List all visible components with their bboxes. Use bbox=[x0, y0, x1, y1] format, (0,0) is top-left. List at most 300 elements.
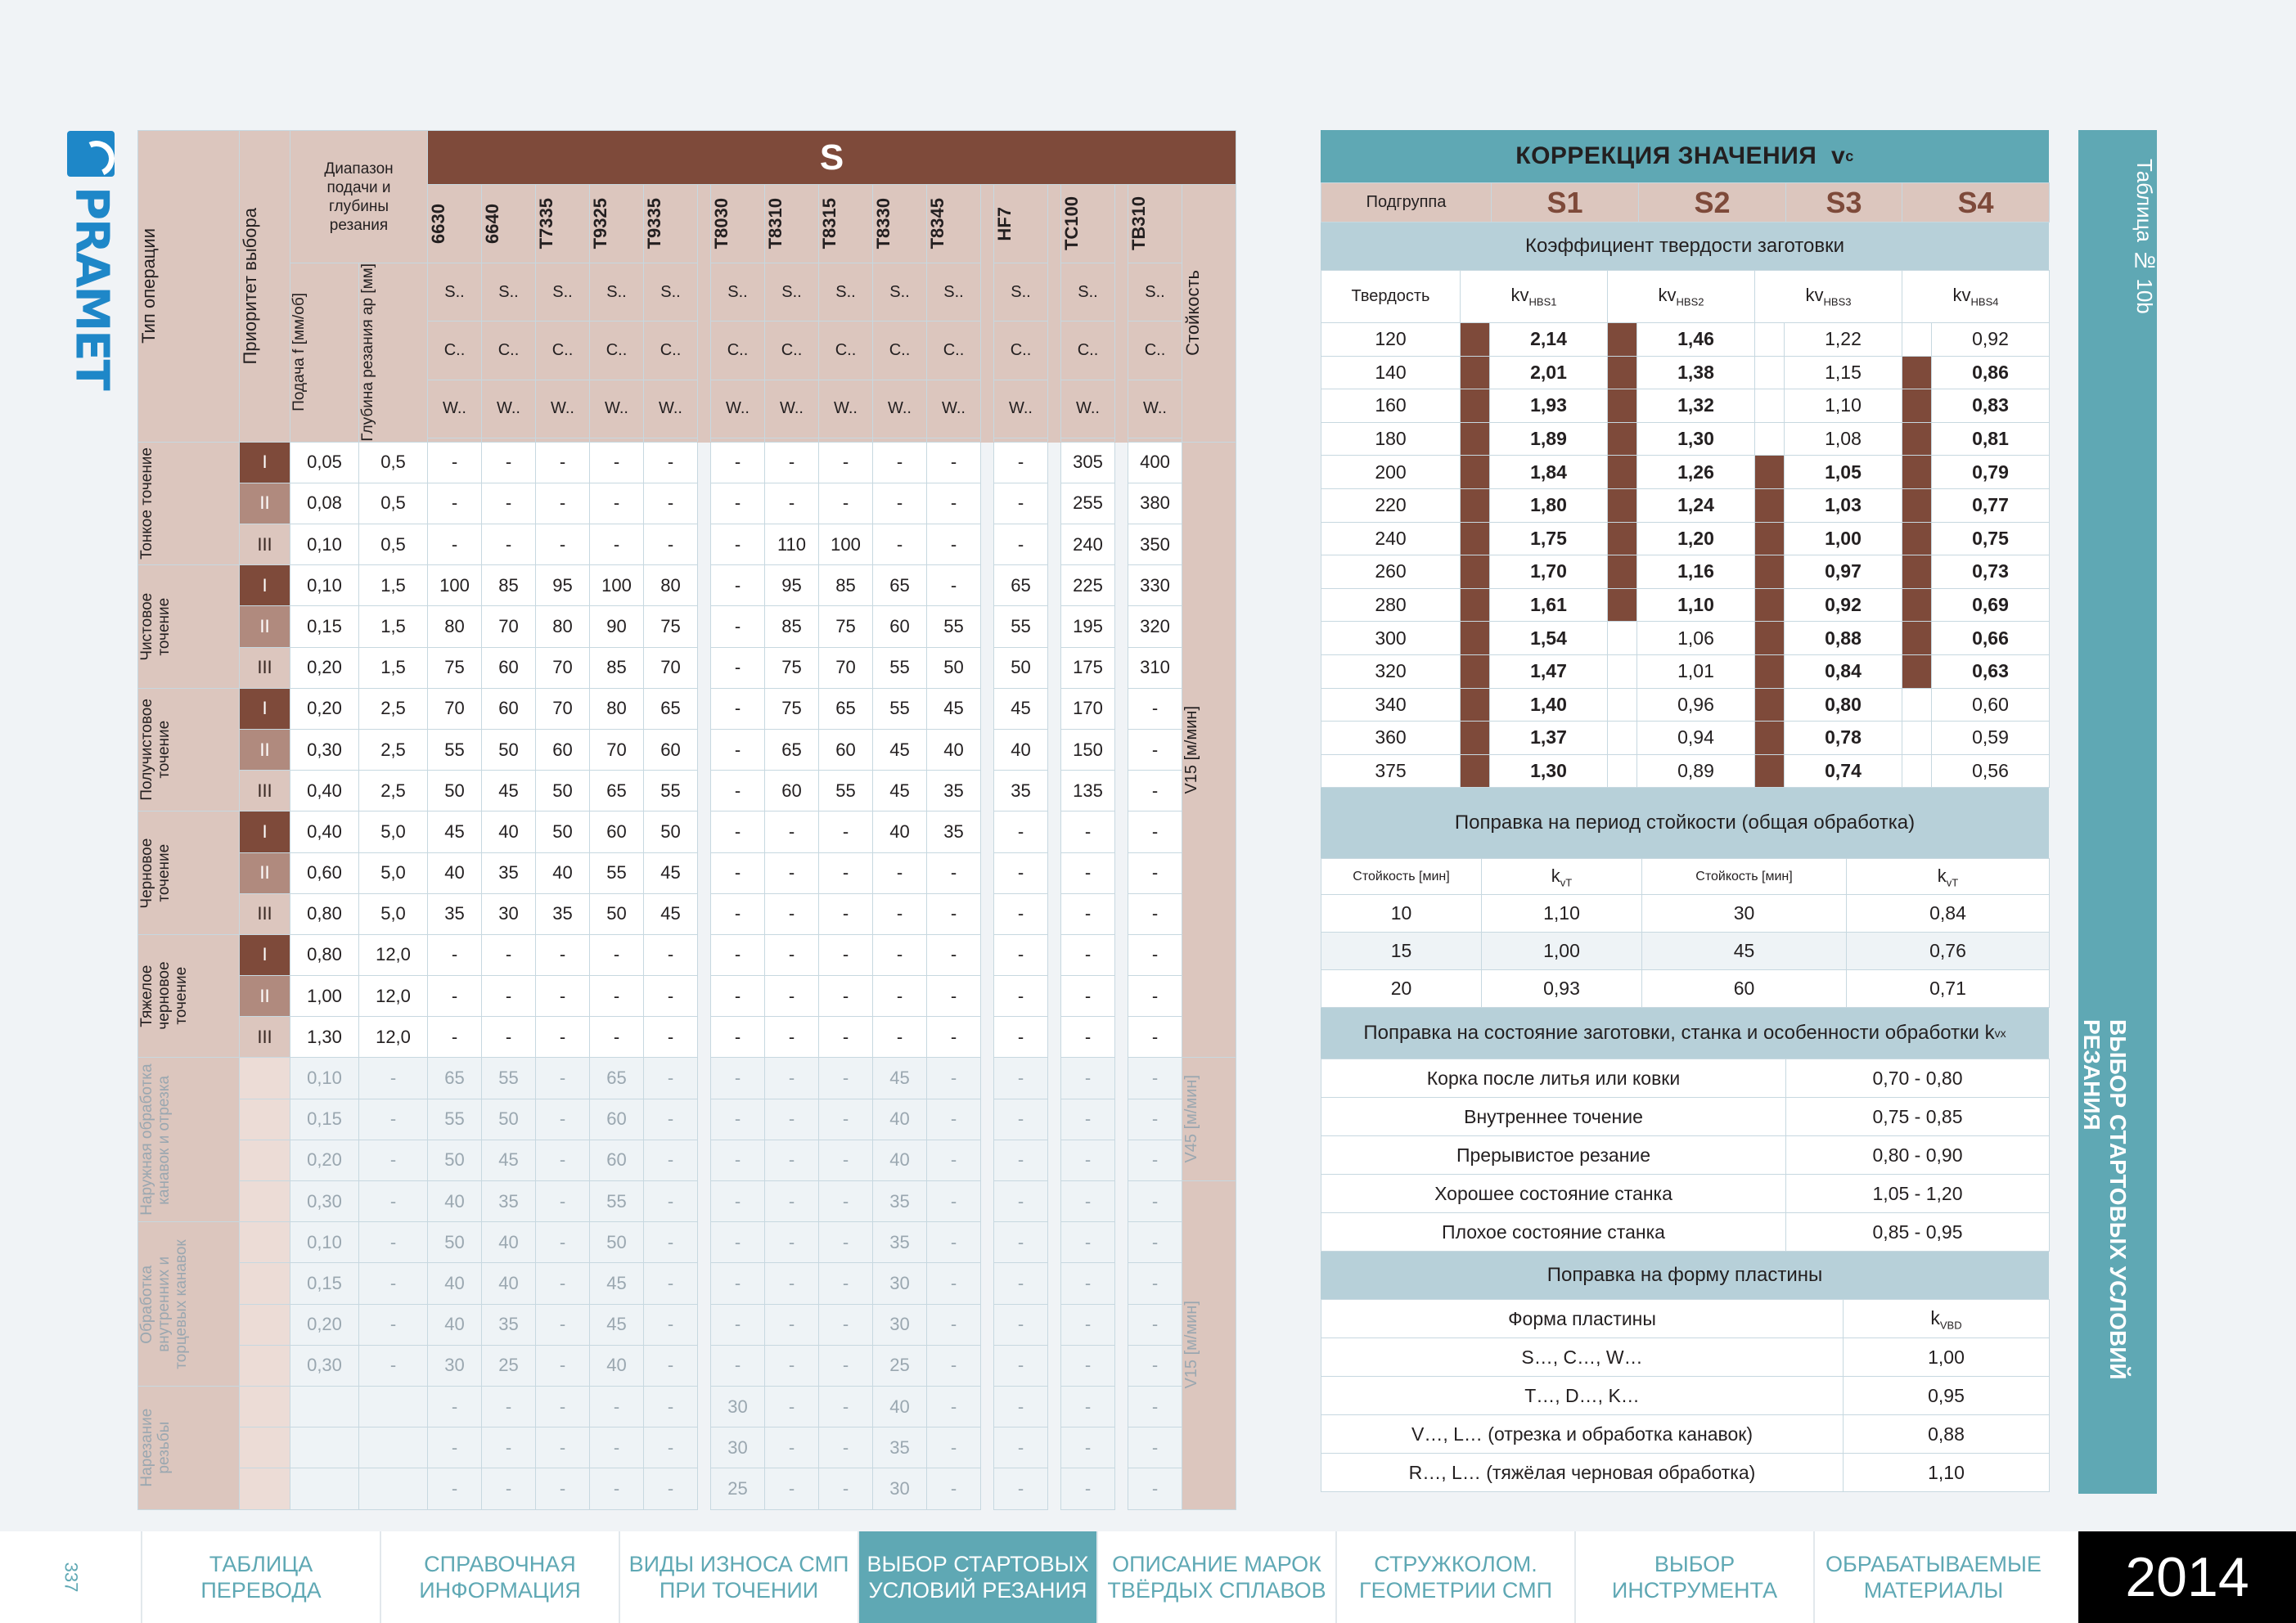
hardness-row bbox=[1321, 754, 2050, 788]
speed-cell: 80 bbox=[590, 688, 644, 729]
grade-gap bbox=[1115, 1345, 1128, 1386]
kv-value: 1,61 bbox=[1490, 588, 1608, 622]
op-type-cell bbox=[138, 812, 240, 935]
applicability-bar bbox=[1755, 522, 1785, 555]
grade-gap bbox=[1048, 647, 1061, 688]
feed-cell bbox=[290, 1427, 359, 1468]
speed-cell: - bbox=[711, 1181, 765, 1222]
life-k-main: k bbox=[1551, 865, 1560, 886]
speed-cell: 45 bbox=[644, 852, 698, 893]
speed-cell: - bbox=[536, 1099, 590, 1140]
speed-cell: 170 bbox=[1061, 688, 1115, 729]
grade-name: T9325 bbox=[590, 198, 610, 250]
speed-cell: 60 bbox=[644, 729, 698, 770]
speed-cell: - bbox=[927, 1181, 981, 1222]
shape-cell: S.. bbox=[873, 263, 927, 321]
speed-cell: - bbox=[994, 483, 1048, 524]
priority-cell bbox=[240, 1099, 290, 1140]
hardness-value: 375 bbox=[1321, 754, 1461, 788]
grade-gap bbox=[1115, 893, 1128, 934]
speed-cell: - bbox=[927, 1222, 981, 1263]
applicability-bar bbox=[1461, 522, 1490, 555]
grade-name: 6640 bbox=[482, 204, 502, 244]
speed-cell: - bbox=[994, 976, 1048, 1017]
speed-cell: 55 bbox=[994, 606, 1048, 647]
form-name: V…, L… (отрезка и обработка канавок) bbox=[1321, 1415, 1844, 1454]
grade-gap bbox=[698, 1140, 711, 1180]
grade-gap bbox=[698, 606, 711, 647]
nav-item[interactable]: СПРАВОЧНАЯ ИНФОРМАЦИЯ bbox=[380, 1531, 619, 1623]
table-row bbox=[138, 812, 1236, 852]
applicability-bar bbox=[1461, 688, 1490, 722]
speed-unit-label: V45 [м/мин] bbox=[1182, 1075, 1200, 1163]
speed-cell: 30 bbox=[873, 1263, 927, 1304]
hardness-value: 320 bbox=[1321, 654, 1461, 688]
speed-cell: - bbox=[590, 976, 644, 1017]
speed-cell: - bbox=[1061, 1140, 1115, 1180]
grade-gap bbox=[1115, 1468, 1128, 1509]
priority-cell bbox=[240, 1386, 290, 1427]
speed-cell: - bbox=[428, 1427, 482, 1468]
speed-cell: 40 bbox=[428, 1181, 482, 1222]
speed-cell: 45 bbox=[482, 1140, 536, 1180]
shape-cell: C.. bbox=[819, 321, 873, 380]
condition-value: 1,05 - 1,20 bbox=[1786, 1175, 2050, 1213]
speed-cell: 85 bbox=[482, 565, 536, 606]
grade-name: TB310 bbox=[1128, 196, 1149, 251]
priority-cell: III bbox=[240, 647, 290, 688]
speed-unit-label: V15 [м/мин] bbox=[1182, 705, 1200, 794]
speed-cell: - bbox=[1061, 1181, 1115, 1222]
feed-header-text: Подача f [мм/об] bbox=[290, 293, 308, 412]
depth-cell: 1,5 bbox=[359, 606, 428, 647]
speed-cell: - bbox=[994, 852, 1048, 893]
hardness-row bbox=[1321, 688, 2050, 722]
hardness-value: 360 bbox=[1321, 722, 1461, 755]
feed-cell: 0,10 bbox=[290, 524, 359, 565]
group-s-header: S bbox=[428, 131, 1236, 185]
speed-cell: 70 bbox=[644, 647, 698, 688]
form-name: S…, C…, W… bbox=[1321, 1338, 1844, 1377]
priority-cell: I bbox=[240, 442, 290, 483]
grade-gap bbox=[698, 729, 711, 770]
form-table bbox=[1321, 1299, 2050, 1492]
grade-gap bbox=[981, 1263, 994, 1304]
grade-gap bbox=[981, 1222, 994, 1263]
speed-cell: - bbox=[1128, 729, 1182, 770]
life-time-header: Стойкость [мин] bbox=[1321, 859, 1482, 895]
applicability-bar bbox=[1608, 555, 1637, 589]
speed-cell: 40 bbox=[428, 1263, 482, 1304]
priority-cell bbox=[240, 1263, 290, 1304]
depth-cell: - bbox=[359, 1222, 428, 1263]
kv-value: 1,32 bbox=[1637, 389, 1755, 423]
speed-cell: - bbox=[927, 1427, 981, 1468]
speed-cell: 60 bbox=[536, 729, 590, 770]
grade-gap bbox=[981, 1304, 994, 1345]
applicability-bar bbox=[1902, 654, 1932, 688]
speed-cell: 55 bbox=[873, 688, 927, 729]
speed-cell: 95 bbox=[536, 565, 590, 606]
grade-gap bbox=[698, 1017, 711, 1058]
hardness-value: 280 bbox=[1321, 588, 1461, 622]
nav-item[interactable]: ВЫБОР ИНСТРУМЕНТА bbox=[1574, 1531, 1813, 1623]
page-number bbox=[0, 1531, 141, 1623]
kv-value: 1,46 bbox=[1637, 323, 1755, 357]
nav-item[interactable]: ОПИСАНИЕ МАРОК ТВЁРДЫХ СПЛАВОВ bbox=[1096, 1531, 1335, 1623]
kv-value: 1,37 bbox=[1490, 722, 1608, 755]
speed-cell: - bbox=[819, 442, 873, 483]
speed-cell: - bbox=[1128, 1181, 1182, 1222]
speed-cell: 35 bbox=[482, 1304, 536, 1345]
kv-header-main: kv bbox=[1510, 285, 1529, 306]
applicability-bar bbox=[1902, 754, 1932, 788]
speed-cell: 225 bbox=[1061, 565, 1115, 606]
speed-cell: 240 bbox=[1061, 524, 1115, 565]
speed-cell: - bbox=[536, 976, 590, 1017]
form-row bbox=[1321, 1415, 2050, 1454]
feed-cell bbox=[290, 1386, 359, 1427]
life-row bbox=[1321, 933, 2050, 970]
kv-value: 0,94 bbox=[1637, 722, 1755, 755]
speed-cell: - bbox=[765, 1345, 819, 1386]
speed-cell: 35 bbox=[536, 893, 590, 934]
speed-cell: 50 bbox=[536, 771, 590, 812]
speed-cell: - bbox=[644, 1058, 698, 1099]
priority-cell: III bbox=[240, 893, 290, 934]
grade-gap bbox=[981, 185, 994, 443]
speed-cell: 100 bbox=[590, 565, 644, 606]
speed-cell: - bbox=[994, 1263, 1048, 1304]
grade-gap bbox=[1048, 483, 1061, 524]
op-type-name: Тонкое точение bbox=[138, 447, 155, 560]
life-table bbox=[1321, 858, 2050, 1008]
feed-cell: 0,20 bbox=[290, 1304, 359, 1345]
condition-band bbox=[1321, 1008, 2049, 1059]
speed-cell: 50 bbox=[994, 647, 1048, 688]
grade-gap bbox=[698, 483, 711, 524]
speed-cell: - bbox=[994, 1345, 1048, 1386]
grade-gap bbox=[698, 1304, 711, 1345]
speed-cell: 75 bbox=[819, 606, 873, 647]
speed-cell: 30 bbox=[873, 1468, 927, 1509]
speed-cell: - bbox=[711, 1099, 765, 1140]
op-type-name: Чистовое точение bbox=[138, 592, 173, 661]
speed-cell: 80 bbox=[536, 606, 590, 647]
speed-cell: 45 bbox=[927, 688, 981, 729]
nav-item[interactable]: ВИДЫ ИЗНОСА СМП ПРИ ТОЧЕНИИ bbox=[619, 1531, 858, 1623]
speed-cell: - bbox=[711, 1304, 765, 1345]
kv-value: 1,05 bbox=[1785, 456, 1902, 489]
applicability-bar bbox=[1461, 622, 1490, 655]
speed-cell: - bbox=[1061, 976, 1115, 1017]
life-k-main: k bbox=[1937, 865, 1947, 886]
speed-cell: - bbox=[994, 524, 1048, 565]
speed-cell: - bbox=[927, 893, 981, 934]
applicability-bar bbox=[1461, 722, 1490, 755]
speed-cell: - bbox=[819, 1140, 873, 1180]
speed-cell: - bbox=[927, 483, 981, 524]
speed-cell: 40 bbox=[536, 852, 590, 893]
condition-row bbox=[1321, 1136, 2050, 1175]
speed-cell: - bbox=[819, 1263, 873, 1304]
shape-cell: W.. bbox=[873, 380, 927, 438]
kv-value: 0,69 bbox=[1932, 588, 2050, 622]
life-cell: 0,76 bbox=[1847, 933, 2050, 970]
hardness-value: 180 bbox=[1321, 422, 1461, 456]
shape-cell: S.. bbox=[819, 263, 873, 321]
kv-value: 0,59 bbox=[1932, 722, 2050, 755]
applicability-bar bbox=[1608, 688, 1637, 722]
speed-cell: 30 bbox=[711, 1386, 765, 1427]
grade-gap bbox=[1115, 1263, 1128, 1304]
applicability-bar bbox=[1902, 456, 1932, 489]
speed-cell: 55 bbox=[873, 647, 927, 688]
speed-cell: - bbox=[994, 1222, 1048, 1263]
speed-cell: 55 bbox=[482, 1058, 536, 1099]
shape-cell: C.. bbox=[1128, 321, 1182, 380]
speed-cell: - bbox=[765, 1181, 819, 1222]
speed-cell: 35 bbox=[927, 812, 981, 852]
feed-cell: 1,30 bbox=[290, 1017, 359, 1058]
kv-value: 2,14 bbox=[1490, 323, 1608, 357]
shape-cell: C.. bbox=[927, 321, 981, 380]
correction-title-sub: c bbox=[1845, 147, 1854, 164]
shape-cell: C.. bbox=[873, 321, 927, 380]
speed-cell: - bbox=[1128, 1386, 1182, 1427]
speed-cell: - bbox=[536, 483, 590, 524]
grade-gap bbox=[698, 852, 711, 893]
applicability-bar bbox=[1902, 688, 1932, 722]
speed-cell: - bbox=[590, 1468, 644, 1509]
speed-cell: - bbox=[590, 1017, 644, 1058]
depth-cell: 12,0 bbox=[359, 1017, 428, 1058]
speed-cell: - bbox=[1128, 934, 1182, 975]
speed-cell: - bbox=[819, 1427, 873, 1468]
kv-value: 1,38 bbox=[1637, 356, 1755, 389]
applicability-bar bbox=[1902, 323, 1932, 357]
grade-gap bbox=[1048, 1427, 1061, 1468]
condition-value: 0,85 - 0,95 bbox=[1786, 1213, 2050, 1252]
speed-cell: 60 bbox=[590, 812, 644, 852]
speed-cell: - bbox=[994, 1468, 1048, 1509]
table-row bbox=[138, 1304, 1236, 1345]
speed-cell: - bbox=[765, 934, 819, 975]
speed-cell: 40 bbox=[482, 1263, 536, 1304]
kv-value: 0,96 bbox=[1637, 688, 1755, 722]
speed-cell: - bbox=[994, 1058, 1048, 1099]
grade-header bbox=[482, 185, 536, 263]
hardness-row bbox=[1321, 588, 2050, 622]
grade-gap bbox=[1115, 606, 1128, 647]
kv-header-main: kv bbox=[1805, 285, 1824, 306]
speed-cell: 95 bbox=[765, 565, 819, 606]
depth-cell: - bbox=[359, 1345, 428, 1386]
speed-cell: - bbox=[927, 976, 981, 1017]
speed-cell: - bbox=[536, 442, 590, 483]
priority-cell: II bbox=[240, 852, 290, 893]
speed-cell: - bbox=[819, 893, 873, 934]
grade-gap bbox=[1115, 976, 1128, 1017]
kv-header-sub: HBS4 bbox=[1970, 295, 1999, 308]
grade-gap bbox=[981, 1468, 994, 1509]
speed-cell: - bbox=[819, 852, 873, 893]
subgroup-s3: S3 bbox=[1786, 183, 1902, 223]
op-type-name: Черновое точение bbox=[138, 838, 173, 909]
form-band: Поправка на форму пластины bbox=[1321, 1252, 2049, 1299]
speed-cell: - bbox=[1128, 1304, 1182, 1345]
op-type-header bbox=[138, 131, 240, 443]
speed-cell: 45 bbox=[873, 1058, 927, 1099]
speed-cell: 65 bbox=[428, 1058, 482, 1099]
form-value: 0,88 bbox=[1844, 1415, 2050, 1454]
kv-value: 1,01 bbox=[1637, 654, 1755, 688]
speed-cell: - bbox=[1128, 812, 1182, 852]
condition-name: Хорошее состояние станка bbox=[1321, 1175, 1786, 1213]
hardness-band: Коэффициент твердости заготовки bbox=[1321, 223, 2049, 270]
depth-header bbox=[359, 263, 428, 443]
condition-name: Плохое состояние станка bbox=[1321, 1213, 1786, 1252]
speed-cell: 45 bbox=[590, 1263, 644, 1304]
kv-header-sub: HBS2 bbox=[1676, 295, 1704, 308]
table-row bbox=[138, 606, 1236, 647]
shape-cell: W.. bbox=[644, 380, 698, 438]
applicability-bar bbox=[1608, 356, 1637, 389]
condition-row bbox=[1321, 1213, 2050, 1252]
speed-cell: 50 bbox=[590, 893, 644, 934]
speed-cell: 55 bbox=[428, 1099, 482, 1140]
speed-cell: 40 bbox=[873, 1099, 927, 1140]
applicability-bar bbox=[1608, 754, 1637, 788]
grade-header bbox=[536, 185, 590, 263]
durability-header bbox=[1182, 185, 1236, 443]
speed-cell: - bbox=[644, 1386, 698, 1427]
priority-cell bbox=[240, 1140, 290, 1180]
speed-cell: - bbox=[711, 1058, 765, 1099]
speed-cell: - bbox=[536, 1222, 590, 1263]
speed-cell: - bbox=[590, 934, 644, 975]
speed-cell: - bbox=[1128, 1345, 1182, 1386]
side-tab-title: ВЫБОР СТАРТОВЫХ УСЛОВИЙ РЕЗАНИЯ bbox=[2079, 1019, 2131, 1380]
speed-cell: 35 bbox=[428, 893, 482, 934]
depth-cell: 0,5 bbox=[359, 524, 428, 565]
speed-cell: 40 bbox=[873, 1140, 927, 1180]
grade-name: T9335 bbox=[644, 198, 664, 250]
form-row bbox=[1321, 1338, 2050, 1377]
speed-cell: - bbox=[590, 483, 644, 524]
applicability-bar bbox=[1902, 622, 1932, 655]
speed-cell: 40 bbox=[873, 812, 927, 852]
speed-cell: 70 bbox=[428, 688, 482, 729]
speed-cell: 70 bbox=[536, 647, 590, 688]
depth-cell: - bbox=[359, 1058, 428, 1099]
speed-cell: 30 bbox=[428, 1345, 482, 1386]
nav-item[interactable]: ВЫБОР СТАРТОВЫХ УСЛОВИЙ РЕЗАНИЯ bbox=[858, 1531, 1096, 1623]
speed-cell: - bbox=[711, 1017, 765, 1058]
grade-gap bbox=[1115, 1386, 1128, 1427]
depth-cell: 1,5 bbox=[359, 565, 428, 606]
speed-cell: - bbox=[711, 565, 765, 606]
feed-cell: 0,10 bbox=[290, 565, 359, 606]
applicability-bar bbox=[1755, 456, 1785, 489]
speed-cell: - bbox=[711, 893, 765, 934]
hardness-row bbox=[1321, 456, 2050, 489]
shape-cell: W.. bbox=[428, 380, 482, 438]
speed-cell: - bbox=[873, 893, 927, 934]
grade-gap bbox=[698, 1386, 711, 1427]
speed-cell: - bbox=[1128, 771, 1182, 812]
speed-cell: - bbox=[927, 442, 981, 483]
grade-gap bbox=[1115, 185, 1128, 443]
speed-cell: - bbox=[873, 442, 927, 483]
speed-cell: - bbox=[644, 1222, 698, 1263]
speed-cell: 60 bbox=[819, 729, 873, 770]
grade-gap bbox=[1048, 729, 1061, 770]
feed-cell: 0,60 bbox=[290, 852, 359, 893]
depth-cell: - bbox=[359, 1099, 428, 1140]
table-row bbox=[138, 1427, 1236, 1468]
hardness-table bbox=[1321, 270, 2050, 788]
feed-cell: 0,15 bbox=[290, 1099, 359, 1140]
speed-cell: 35 bbox=[482, 852, 536, 893]
speed-cell: - bbox=[482, 524, 536, 565]
depth-cell: 0,5 bbox=[359, 483, 428, 524]
speed-cell: - bbox=[765, 812, 819, 852]
grade-gap bbox=[1048, 1345, 1061, 1386]
speed-cell: 85 bbox=[590, 647, 644, 688]
speed-cell: - bbox=[1128, 976, 1182, 1017]
grade-gap bbox=[1115, 1099, 1128, 1140]
kv-value: 0,73 bbox=[1932, 555, 2050, 589]
table-row bbox=[138, 565, 1236, 606]
hardness-row bbox=[1321, 522, 2050, 555]
nav-item[interactable]: ОБРАБАТЫВАЕМЫЕ МАТЕРИАЛЫ bbox=[1813, 1531, 2052, 1623]
shape-cell: C.. bbox=[1061, 321, 1115, 380]
speed-cell: - bbox=[765, 893, 819, 934]
depth-cell: 2,5 bbox=[359, 729, 428, 770]
feed-cell: 0,20 bbox=[290, 647, 359, 688]
speed-cell: - bbox=[873, 852, 927, 893]
kv-value: 0,84 bbox=[1785, 654, 1902, 688]
grade-gap bbox=[981, 1099, 994, 1140]
speed-cell: - bbox=[644, 1099, 698, 1140]
speed-cell: - bbox=[1061, 1017, 1115, 1058]
shape-cell: C.. bbox=[644, 321, 698, 380]
op-type-cell bbox=[138, 1222, 240, 1387]
kv-value: 1,75 bbox=[1490, 522, 1608, 555]
grade-name: HF7 bbox=[994, 206, 1015, 241]
kv-value: 1,47 bbox=[1490, 654, 1608, 688]
grade-gap bbox=[981, 1140, 994, 1180]
nav-item[interactable]: ТАБЛИЦА ПЕРЕВОДА bbox=[141, 1531, 380, 1623]
feed-cell: 0,80 bbox=[290, 893, 359, 934]
nav-item[interactable]: СТРУЖКОЛОМ. ГЕОМЕТРИИ СМП bbox=[1335, 1531, 1574, 1623]
grade-gap bbox=[981, 688, 994, 729]
shape-cell: C.. bbox=[994, 321, 1048, 380]
speed-cell: - bbox=[711, 647, 765, 688]
speed-cell: - bbox=[819, 1304, 873, 1345]
speed-cell: 60 bbox=[590, 1099, 644, 1140]
depth-cell: - bbox=[359, 1140, 428, 1180]
speed-cell: - bbox=[536, 1181, 590, 1222]
applicability-bar bbox=[1755, 356, 1785, 389]
speed-cell: - bbox=[590, 442, 644, 483]
speed-cell: - bbox=[536, 1263, 590, 1304]
grade-header bbox=[873, 185, 927, 263]
subgroup-table bbox=[1321, 182, 2050, 223]
hardness-value: 200 bbox=[1321, 456, 1461, 489]
form-row bbox=[1321, 1454, 2050, 1492]
